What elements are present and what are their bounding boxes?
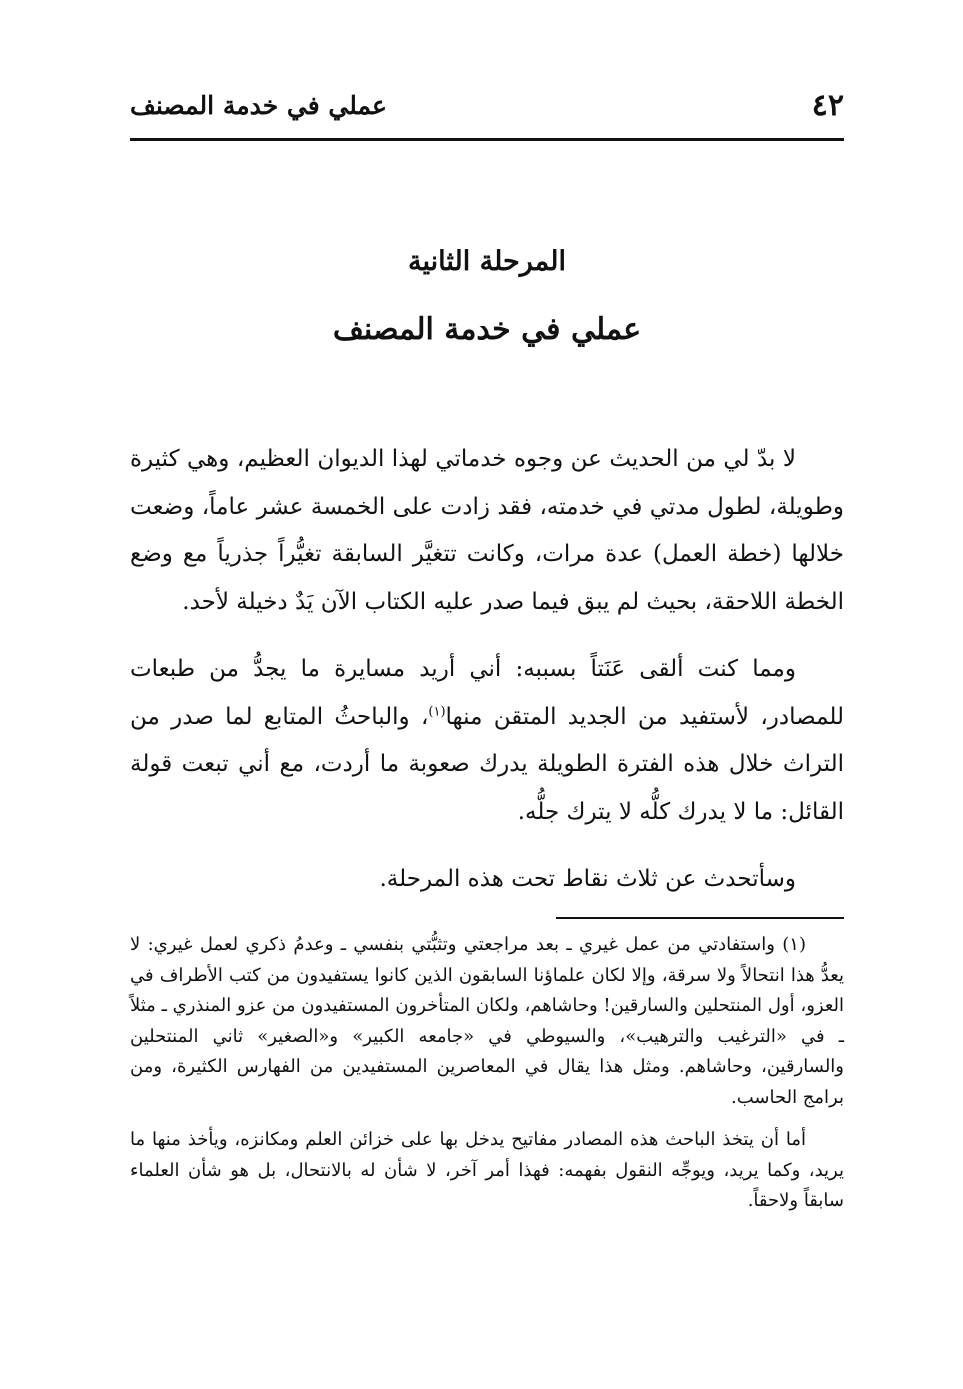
footnote-separator bbox=[556, 917, 844, 919]
page-number: ٤٢ bbox=[811, 88, 844, 123]
paragraph-2-text-a: ومما كنت ألقى عَنَتاً بسببه: أني أريد مسايرة ما يجدُّ من طبعات للمصادر، لأستفيد من الجديد المتقن منها bbox=[130, 656, 844, 730]
section-label: المرحلة الثانية bbox=[408, 246, 566, 277]
footnote-1-continuation: أما أن يتخذ الباحث هذه المصادر مفاتيح يدخل بها على خزائن العلم ومكانزه، ويأخذ منها ما يريد، وكما يريد، ويوجِّه النقول بفهمه: فهذا أمر آخر، لا شأن له بالانتحال، بل هو شأن العلماء سابقاً ولاحقاً. bbox=[130, 1129, 844, 1211]
running-header bbox=[130, 88, 844, 128]
footnotes bbox=[130, 930, 844, 1229]
paragraph-2 bbox=[130, 646, 844, 836]
section-title: عملي في خدمة المصنف bbox=[332, 312, 642, 347]
paragraph-1: لا بدّ لي من الحديث عن وجوه خدماتي لهذا الديوان العظيم، وهي كثيرة وطويلة، لطول مدتي في خدمته، فقد زادت على الخمسة عشر عاماً، وضعت خلالها (خطة العمل) عدة مرات، وكانت تتغيَّر السابقة تغيُّراً جذرياً مع وضع الخطة اللاحقة، بحيث لم يبق فيما صدر عليه الكتاب الآن يَدٌ دخيلة لأحد. bbox=[130, 446, 844, 615]
header-rule bbox=[130, 138, 844, 141]
paragraph-2-text-b: ، والباحثُ المتابع لما صدر من التراث خلال هذه الفترة الطويلة يدرك صعوبة ما أردت، مع أني تبعت قولة القائل: ما لا يدرك كلُّه لا يترك جلُّه. bbox=[130, 703, 844, 825]
running-title: عملي في خدمة المصنف bbox=[130, 91, 387, 120]
main-text bbox=[130, 436, 844, 924]
footnote-reference: (١) bbox=[428, 703, 446, 719]
footnote-1: (١) واستفادتي من عمل غيري ـ بعد مراجعتي وتثبُّتي بنفسي ـ وعدمُ ذكري لعمل غيري: لا يعدُّ هذا انتحالاً ولا سرقة، وإلا لكان علماؤنا السابقون الذين كانوا يستفيدون من كتب الأطراف في العزو، أول المنتحلين والسارقين! وحاشاهم، ولكان المتأخرون المستفيدون من عزو المنذري ـ مثلاً ـ في «الترغيب والترهيب»، والسيوطي في «جامعه الكبير» و«الصغير» ثاني المنتحلين والسارقين، وحاشاهم. ومثل هذا يقال في المعاصرين المستفيدين من الفهارس الكثيرة، ومن برامج الحاسب. bbox=[130, 934, 844, 1108]
paragraph-3: وسأتحدث عن ثلاث نقاط تحت هذه المرحلة. bbox=[379, 866, 796, 892]
